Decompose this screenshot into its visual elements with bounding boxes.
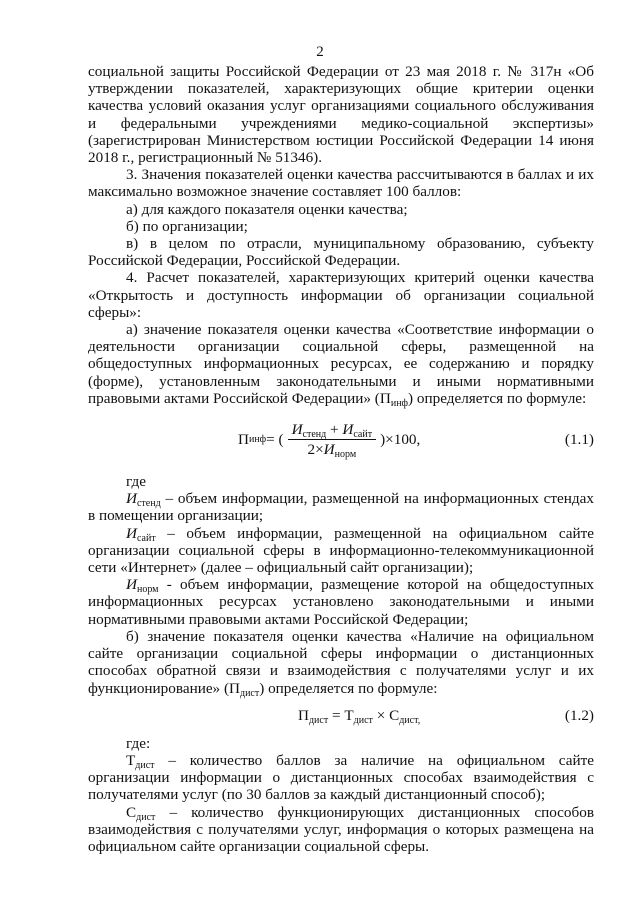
definition-istend — [88, 490, 594, 524]
def1-sub: стенд — [136, 498, 161, 510]
formula-1-1-open: = ( — [266, 431, 284, 449]
formula-1-2 — [88, 705, 594, 731]
definition-inorm — [88, 576, 594, 628]
formula-1-2-number: (1.2) — [564, 706, 594, 724]
paragraph-4a-tail: ) определяется по формуле: — [408, 389, 587, 407]
num-sub-b: сайт — [353, 429, 373, 441]
list-item-b: б) по организации; — [126, 217, 248, 235]
formula-1-2-t-sub: дист — [353, 714, 373, 726]
paragraph-4a-sub: инф — [390, 397, 409, 409]
where-label-1: где — [126, 473, 146, 491]
formula-1-2-lhs-sub: дист — [308, 714, 329, 726]
paragraph-4b-text: б) значение показателя оценки качества «Наличие на официальном сайте организации социальной сферы информации о дистанционных способах обратной связи и взаимодействия с получателями услуг и их функционирование» (П — [88, 627, 594, 697]
def2-text: – объем информации, размещенной на официальном сайте организации социальной сферы в информационно-телекоммуникационной сети «Интернет» (далее – официальный сайт организации); — [88, 524, 594, 577]
paragraph-4: 4. Расчет показателей, характеризующих критерий оценки качества «Открытость и доступность информации об организации социальной сферы»: — [88, 269, 594, 321]
formula-1-2-times: × С — [372, 706, 400, 724]
paragraph-4b — [88, 628, 594, 697]
formula-1-1-expression: П инф = ( $\frac{И_{стенд} + И_{сайт}}{2\times И_{норм}}$ )×100, — [238, 421, 421, 461]
where-label-2: где: — [126, 734, 151, 752]
def4-text: – количество баллов за наличие на официальном сайте организации информации о дистанционных способах взаимодействия с получателями услуг (по 30 баллов за каждый дистанционный способ); — [88, 751, 594, 804]
formula-1-1-lhs: П — [238, 431, 249, 449]
num-plus: + — [326, 421, 343, 439]
list-item-c: в) в целом по отрасли, муниципальному образованию, субъекту Российской Федерации, Российской Федерации. — [88, 235, 594, 270]
definition-tdist — [88, 752, 594, 804]
formula-1-2-lhs: П — [298, 706, 309, 724]
fraction-denominator — [304, 440, 361, 461]
num-sub-a: стенд — [302, 429, 327, 441]
def4-sub: дист — [135, 759, 155, 771]
den-prefix: 2× — [307, 441, 324, 459]
formula-1-1-number: (1.1) — [564, 431, 594, 449]
def4-symbol: Т — [126, 751, 136, 769]
def3-symbol: И — [126, 576, 137, 594]
definition-cdist — [88, 804, 594, 856]
paragraph-4a — [88, 321, 594, 407]
den-sub: норм — [334, 449, 357, 461]
def1-text: – объем информации, размещенной на информационных стендах в помещении организации; — [88, 490, 594, 525]
list-item-a: а) для каждого показателя оценки качества; — [126, 200, 408, 218]
def3-text: - объем информации, размещение которой на общедоступных информационных ресурсах установлено законодательными и иными нормативными правовыми актами Российской Федерации; — [88, 576, 594, 628]
def1-symbol: И — [126, 490, 137, 508]
def5-symbol: С — [126, 803, 137, 821]
def5-text: – количество функционирующих дистанционных способов взаимодействия с получателями услуг, информация о которых размещена на официальном сайте организации социальной сферы. — [88, 803, 594, 855]
def5-sub: дист — [136, 811, 156, 823]
definition-isait — [88, 525, 594, 577]
den-symbol: И — [323, 441, 335, 459]
paragraph-intro: социальной защиты Российской Федерации от 23 мая 2018 г. № 317н «Об утверждении показателей, характеризующих общие критерии оценки качества условий оказания услуг организациями социального обслуживания и федеральными учреждениями медико-социальной экспертизы» (зарегистрирован Министерством юстиции Российской Федерации 14 июня 2018 г., регистрационный № 51346). — [88, 63, 594, 167]
def2-symbol: И — [126, 524, 137, 542]
formula-1-2-eq: = Т — [328, 706, 354, 724]
document-body — [88, 63, 594, 855]
formula-1-1-fraction — [288, 421, 377, 461]
formula-1-2-c-sub: дист, — [399, 714, 421, 726]
def2-sub: сайт — [136, 532, 156, 544]
paragraph-4a-text: а) значение показателя оценки качества «Соответствие информации о деятельности организации социальной сферы, размещенной на общедоступных информационных ресурсах, ее содержанию и порядку (форме), установленным законодательными и иными нормативными правовыми актами Российской Федерации» (П — [88, 321, 594, 407]
formula-1-1-close: )×100, — [380, 431, 421, 449]
paragraph-4b-sub: дист — [239, 687, 260, 699]
page-number: 2 — [316, 44, 324, 60]
def3-sub: норм — [136, 584, 159, 596]
num-symbol-b: И — [342, 421, 354, 439]
paragraph-4b-tail: ) определяется по формуле: — [259, 679, 438, 697]
paragraph-3: 3. Значения показателей оценки качества рассчитываются в баллах и их максимально возможное значение составляет 100 баллов: — [88, 166, 594, 201]
formula-1-2-expression — [298, 707, 420, 724]
fraction-numerator — [288, 421, 377, 440]
num-symbol-a: И — [291, 421, 303, 439]
formula-1-1 — [88, 417, 594, 469]
